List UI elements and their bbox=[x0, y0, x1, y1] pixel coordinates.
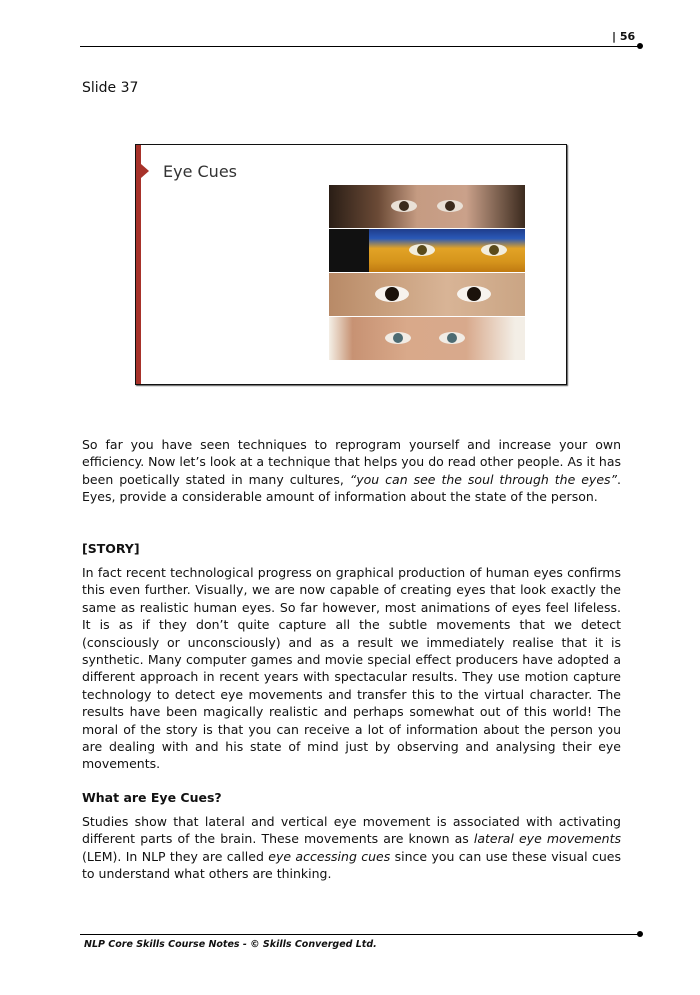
eyes-photo-strip-1 bbox=[329, 185, 525, 228]
slide-label: Slide 37 bbox=[82, 80, 139, 96]
footer-text: NLP Core Skills Course Notes - © Skills Converged Ltd. bbox=[84, 939, 377, 950]
slide-bullet-arrow-icon bbox=[141, 164, 149, 178]
eye-icon bbox=[457, 286, 491, 302]
eyes-photo-strip-3 bbox=[329, 273, 525, 316]
header-rule bbox=[80, 46, 640, 47]
term-lateral-eye-movements: lateral eye movements bbox=[473, 831, 621, 847]
eyes-photo-strip-2 bbox=[329, 229, 525, 272]
term-eye-accessing-cues: eye accessing cues bbox=[268, 848, 391, 864]
eye-icon bbox=[375, 286, 409, 302]
intro-paragraph: So far you have seen techniques to reprogram yourself and increase your own efficiency. Now let’s look at a technique that helps you do read other people. As it has been poetically stated in many cultures, “you can see the soul through the eyes”. Eyes, provide a considerable amount of information about the state of the person. bbox=[82, 437, 621, 505]
slide-title: Eye Cues bbox=[163, 162, 237, 181]
story-paragraph: In fact recent technological progress on graphical production of human eyes confirms this even further. Visually, we are now capable of creating eyes that look exactly the same as realistic human eyes. So far however, most animations of eyes feel lifeless. It is as if they don’t quite capture all the subtle movements that we detect (consciously or unconsciously) and as a result we immediately realise that it is synthetic. Many computer games and movie special effect producers have adopted a different approach in recent years with spectacular results. They use motion capture technology to detect eye movements and transfer this to the virtual character. The results have been magically realistic and perhaps somewhat out of this world! The moral of the story is that you can receive a lot of information about the person you are dealing with and his state of mind just by observing and analysing their eye movements. bbox=[82, 565, 621, 772]
slide-thumbnail bbox=[135, 144, 567, 385]
eye-cues-heading: What are Eye Cues? bbox=[82, 790, 222, 805]
eye-icon bbox=[409, 244, 435, 256]
eye-icon bbox=[437, 200, 463, 212]
eye-icon bbox=[481, 244, 507, 256]
eye-icon bbox=[391, 200, 417, 212]
eyes-photo-strip-4 bbox=[329, 317, 525, 360]
slide-accent-bar bbox=[136, 145, 141, 384]
page-number: | 56 bbox=[612, 30, 636, 43]
intro-quote: “you can see the soul through the eyes” bbox=[349, 471, 617, 487]
footer-rule bbox=[80, 934, 640, 935]
eye-cues-paragraph: Studies show that lateral and vertical eye movement is associated with activating different parts of the brain. These movements are known as lateral eye movements (LEM). In NLP they are called eye accessing cues since you can use these visual cues to understand what others are thinking. bbox=[82, 814, 621, 882]
story-heading: [STORY] bbox=[82, 541, 140, 556]
eyes-photo-collage bbox=[329, 185, 525, 361]
eye-icon bbox=[385, 332, 411, 344]
eye-icon bbox=[439, 332, 465, 344]
